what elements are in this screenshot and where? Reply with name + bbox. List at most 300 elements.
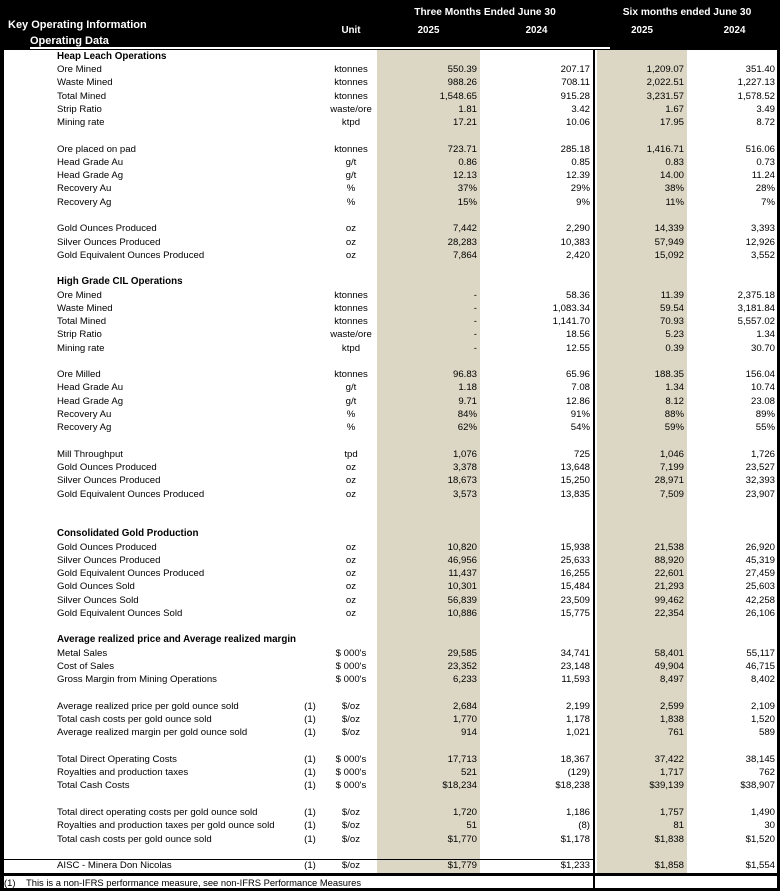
- row-label: Total direct operating costs per gold ounce sold: [57, 806, 258, 818]
- subtitle-underline: [30, 47, 610, 49]
- footnote-marker: (1): [304, 860, 316, 872]
- row-label: Waste Mined: [57, 302, 113, 314]
- value-q2-2024: 11,593: [561, 674, 590, 686]
- table-row: [0, 103, 780, 116]
- unit-cell: $ 000's: [335, 674, 367, 686]
- value-q2-2024: 34,741: [560, 647, 590, 659]
- unit-cell: oz: [345, 541, 357, 553]
- unit-cell: g/t: [345, 156, 357, 168]
- unit-cell: $/oz: [341, 833, 361, 845]
- value-q2-2025: $18,234: [442, 780, 477, 792]
- row-label: Ore Mined: [57, 289, 102, 301]
- spacer-row: [0, 501, 780, 514]
- row-label: Heap Leach Operations: [57, 50, 167, 62]
- value-q2-2025: 9.71: [458, 395, 477, 407]
- value-q2-2025: 15%: [457, 196, 477, 208]
- value-h1-2025: 2,022.51: [646, 77, 684, 89]
- table-row: [0, 116, 780, 129]
- value-h1-2025: 14,339: [654, 223, 684, 235]
- row-label: Gold Equivalent Ounces Produced: [57, 249, 205, 261]
- value-q2-2024: 9%: [576, 196, 590, 208]
- row-label: Total Cash Costs: [57, 780, 130, 792]
- value-h1-2024: 30.70: [750, 342, 775, 354]
- value-h1-2024: 23,907: [745, 488, 775, 500]
- value-h1-2024: 3,552: [750, 249, 775, 261]
- spacer-row: [0, 793, 780, 806]
- value-h1-2025: $1,858: [654, 860, 684, 872]
- value-h1-2025: 1,416.71: [646, 143, 684, 155]
- value-h1-2024: 46,715: [745, 661, 775, 673]
- row-label: Cost of Sales: [57, 661, 115, 673]
- row-label: Gold Equivalent Ounces Produced: [57, 488, 205, 500]
- period-divider-line: [593, 50, 595, 888]
- value-q2-2024: 2,199: [565, 700, 590, 712]
- column-group-three-months: Three Months Ended June 30: [414, 7, 556, 18]
- value-h1-2025: 22,354: [654, 607, 684, 619]
- table-row: [0, 395, 780, 408]
- value-h1-2025: $39,139: [649, 780, 684, 792]
- column-header-year: 2025: [417, 25, 440, 36]
- value-h1-2025: $1,838: [654, 833, 684, 845]
- row-label: Mining rate: [57, 117, 105, 129]
- column-header-year: 2025: [631, 25, 653, 36]
- table-body: [0, 50, 780, 873]
- value-q2-2025: 62%: [457, 422, 477, 434]
- section-header-row: [0, 50, 780, 63]
- value-q2-2024: 1,178: [565, 714, 590, 726]
- table-row: [0, 581, 780, 594]
- unit-cell: g/t: [345, 395, 357, 407]
- value-q2-2025: 550.39: [447, 64, 477, 76]
- value-h1-2024: 1,726: [750, 448, 775, 460]
- table-row: [0, 673, 780, 686]
- spacer-row: [0, 209, 780, 222]
- table-row: [0, 833, 780, 846]
- value-q2-2024: 91%: [570, 409, 590, 420]
- value-q2-2024: 12.86: [565, 395, 590, 407]
- value-h1-2024: $1,554: [745, 860, 775, 872]
- value-h1-2025: 38%: [664, 183, 684, 195]
- row-label: Average realized price and Average realized margin: [57, 634, 297, 646]
- value-q2-2024: 29%: [570, 183, 590, 195]
- value-h1-2025: 5.23: [665, 329, 684, 341]
- value-q2-2024: 1,083.34: [552, 302, 590, 314]
- row-label: Recovery Au: [57, 409, 112, 420]
- footnote-marker: (1): [304, 727, 316, 739]
- value-h1-2025: 99,462: [654, 594, 684, 606]
- row-label: Gold Equivalent Ounces Sold: [57, 607, 183, 619]
- value-h1-2024: 8,402: [750, 674, 775, 686]
- value-q2-2025: 23,352: [447, 661, 477, 673]
- row-label: Gold Ounces Produced: [57, 541, 157, 553]
- value-h1-2024: 1.34: [756, 329, 775, 341]
- table-row: [0, 713, 780, 726]
- table-row: [0, 806, 780, 819]
- unit-cell: oz: [345, 475, 357, 487]
- row-label: Average realized price per gold ounce sold: [57, 700, 239, 712]
- value-h1-2024: $38,907: [740, 780, 775, 792]
- value-h1-2025: 1,838: [659, 714, 684, 726]
- value-h1-2025: 1,757: [659, 806, 684, 818]
- value-h1-2025: 8,497: [659, 674, 684, 686]
- value-h1-2024: 26,920: [745, 541, 775, 553]
- value-q2-2025: 28,283: [447, 236, 477, 248]
- value-q2-2025: 46,956: [447, 554, 477, 566]
- table-row: [0, 196, 780, 209]
- row-label: Ore placed on pad: [57, 143, 136, 155]
- value-q2-2025: -: [473, 316, 477, 328]
- value-h1-2024: 42,258: [745, 594, 775, 606]
- value-h1-2025: 22,601: [654, 568, 684, 580]
- value-q2-2025: 1,770: [452, 714, 477, 726]
- footnote-text: This is a non-IFRS performance measure, see non-IFRS Performance Measures: [26, 876, 362, 888]
- value-q2-2024: 65.96: [565, 369, 590, 381]
- value-h1-2024: 1,520: [750, 714, 775, 726]
- column-header-unit: Unit: [341, 25, 361, 36]
- table-header: [0, 0, 780, 50]
- value-h1-2025: 58,401: [654, 647, 684, 659]
- value-q2-2024: 54%: [570, 422, 590, 434]
- table-row: [0, 607, 780, 620]
- value-h1-2024: 30: [764, 820, 775, 832]
- value-h1-2024: $1,520: [745, 833, 775, 845]
- value-q2-2025: 521: [460, 767, 477, 779]
- unit-cell: $ 000's: [335, 767, 367, 779]
- value-h1-2024: 351.40: [745, 64, 775, 76]
- row-label: Recovery Ag: [57, 196, 112, 208]
- row-label: Metal Sales: [57, 647, 108, 659]
- table-row: [0, 448, 780, 461]
- value-q2-2025: 1.18: [458, 382, 477, 394]
- value-h1-2024: 27,459: [745, 568, 775, 580]
- value-h1-2025: 761: [667, 727, 684, 739]
- value-q2-2025: 10,820: [447, 541, 477, 553]
- value-h1-2025: 21,538: [654, 541, 684, 553]
- unit-cell: oz: [345, 607, 357, 619]
- unit-cell: %: [346, 183, 356, 195]
- table-row: [0, 554, 780, 567]
- value-h1-2025: 59%: [664, 422, 684, 434]
- table-row: [0, 475, 780, 488]
- row-label: Recovery Ag: [57, 422, 112, 434]
- value-q2-2024: 207.17: [560, 64, 590, 76]
- value-q2-2025: 17.21: [452, 117, 477, 129]
- value-q2-2024: 2,290: [565, 223, 590, 235]
- spacer-row: [0, 687, 780, 700]
- value-h1-2025: 1.34: [665, 382, 684, 394]
- unit-cell: oz: [345, 249, 357, 261]
- value-h1-2024: 3,181.84: [737, 302, 775, 314]
- table-row: [0, 368, 780, 381]
- value-q2-2025: 10,886: [447, 607, 477, 619]
- aisc-top-rule: [0, 859, 595, 860]
- value-q2-2024: $1,233: [560, 860, 590, 872]
- value-h1-2025: 8.12: [665, 395, 684, 407]
- table-row: [0, 156, 780, 169]
- table-row: [0, 90, 780, 103]
- value-h1-2024: 5,557.02: [737, 316, 775, 328]
- value-h1-2024: 3.49: [756, 103, 775, 115]
- value-q2-2025: 3,573: [452, 488, 477, 500]
- value-q2-2025: 51: [466, 820, 477, 832]
- unit-cell: ktonnes: [334, 64, 368, 76]
- value-q2-2025: $1,779: [447, 860, 477, 872]
- table-row: [0, 780, 780, 793]
- value-q2-2025: 1,720: [452, 806, 477, 818]
- footnote-marker: (1): [304, 820, 316, 832]
- value-q2-2024: 12.39: [565, 170, 590, 182]
- value-h1-2025: 17.95: [659, 117, 684, 129]
- column-group-six-months: Six months ended June 30: [622, 7, 752, 18]
- spacer-row: [0, 620, 780, 633]
- value-h1-2024: 23,527: [745, 462, 775, 474]
- unit-cell: ktonnes: [334, 289, 368, 301]
- value-h1-2024: 32,393: [745, 475, 775, 487]
- column-header-year: 2024: [723, 25, 746, 36]
- value-h1-2025: 1.67: [665, 103, 684, 115]
- spacer-row: [0, 514, 780, 527]
- unit-cell: ktonnes: [334, 77, 368, 89]
- value-q2-2024: 15,250: [560, 475, 590, 487]
- footnote-marker: (1): [304, 780, 316, 792]
- row-label: Gold Ounces Sold: [57, 581, 135, 593]
- value-q2-2025: 1,076: [452, 448, 477, 460]
- table-row: [0, 342, 780, 355]
- value-h1-2024: 55%: [755, 422, 775, 434]
- value-h1-2024: 0.73: [756, 156, 775, 168]
- unit-cell: waste/ore: [330, 329, 372, 341]
- unit-cell: %: [346, 196, 356, 208]
- value-h1-2025: 3,231.57: [646, 90, 684, 102]
- value-q2-2025: 29,585: [447, 647, 477, 659]
- unit-cell: $/oz: [341, 806, 361, 818]
- value-q2-2024: 1,021: [565, 727, 590, 739]
- value-h1-2025: 37,422: [654, 753, 684, 765]
- value-h1-2025: 28,971: [654, 475, 684, 487]
- value-q2-2025: 1.81: [458, 103, 477, 115]
- value-h1-2024: 89%: [755, 409, 775, 420]
- value-q2-2024: 15,938: [560, 541, 590, 553]
- table-row: [0, 660, 780, 673]
- unit-cell: ktonnes: [334, 369, 368, 381]
- unit-cell: $/oz: [341, 860, 361, 872]
- table-row: [0, 382, 780, 395]
- value-h1-2025: 1,717: [659, 767, 684, 779]
- unit-cell: $ 000's: [335, 780, 367, 792]
- value-q2-2024: 25,633: [560, 554, 590, 566]
- row-label: Mining rate: [57, 342, 105, 354]
- unit-cell: g/t: [345, 170, 357, 182]
- section-header-row: [0, 634, 780, 647]
- value-q2-2024: (129): [567, 767, 590, 779]
- unit-cell: oz: [345, 223, 357, 235]
- row-label: Gross Margin from Mining Operations: [57, 674, 217, 686]
- value-h1-2025: 1,046: [659, 448, 684, 460]
- unit-cell: $ 000's: [335, 661, 367, 673]
- value-h1-2024: 3,393: [750, 223, 775, 235]
- table-row: [0, 408, 780, 421]
- value-q2-2024: 13,648: [560, 462, 590, 474]
- spacer-row: [0, 355, 780, 368]
- value-q2-2025: 10,301: [447, 581, 477, 593]
- unit-cell: ktonnes: [334, 143, 368, 155]
- footnote-marker: (1): [304, 833, 316, 845]
- unit-cell: $/oz: [341, 820, 361, 832]
- value-q2-2025: 84%: [457, 409, 477, 420]
- row-label: Total Direct Operating Costs: [57, 753, 177, 765]
- value-q2-2024: 708.11: [561, 77, 590, 89]
- table-row: [0, 819, 780, 832]
- value-h1-2024: 55,117: [746, 647, 775, 659]
- value-h1-2025: 81: [673, 820, 684, 832]
- unit-cell: ktonnes: [334, 302, 368, 314]
- unit-cell: ktpd: [341, 342, 361, 354]
- table-row: [0, 143, 780, 156]
- unit-cell: $/oz: [341, 700, 361, 712]
- value-q2-2024: 0.85: [571, 156, 590, 168]
- table-row: [0, 700, 780, 713]
- unit-cell: %: [346, 409, 356, 420]
- value-h1-2024: 7%: [761, 196, 775, 208]
- value-q2-2025: -: [473, 329, 477, 341]
- table-row: [0, 488, 780, 501]
- row-label: Mill Throughput: [57, 448, 123, 460]
- value-q2-2024: 7.08: [571, 382, 590, 394]
- spacer-row: [0, 435, 780, 448]
- value-q2-2025: 7,864: [452, 249, 477, 261]
- row-label: Head Grade Ag: [57, 170, 124, 182]
- value-q2-2024: (8): [578, 820, 590, 832]
- row-label: AISC - Minera Don Nicolas: [57, 860, 172, 872]
- row-label: Royalties and production taxes per gold ounce sold: [57, 820, 275, 832]
- value-q2-2024: 58.36: [565, 289, 590, 301]
- unit-cell: ktonnes: [334, 90, 368, 102]
- value-q2-2025: 7,442: [452, 223, 477, 235]
- value-h1-2025: 88%: [664, 409, 684, 420]
- table-row: [0, 249, 780, 262]
- value-q2-2025: 0.86: [458, 156, 477, 168]
- spacer-row: [0, 740, 780, 753]
- value-q2-2025: 56,839: [447, 594, 477, 606]
- value-q2-2024: 15,484: [560, 581, 590, 593]
- value-q2-2025: 914: [460, 727, 477, 739]
- value-h1-2025: 49,904: [654, 661, 684, 673]
- value-q2-2025: 11,437: [448, 568, 477, 580]
- unit-cell: $ 000's: [335, 647, 367, 659]
- row-label: Silver Ounces Sold: [57, 594, 139, 606]
- unit-cell: oz: [345, 462, 357, 474]
- unit-cell: oz: [345, 594, 357, 606]
- page-title: Key Operating Information: [8, 19, 147, 31]
- page-subtitle: Operating Data: [30, 35, 109, 47]
- row-label: Head Grade Ag: [57, 395, 124, 407]
- table-row: [0, 169, 780, 182]
- value-h1-2025: 57,949: [654, 236, 684, 248]
- unit-cell: oz: [345, 568, 357, 580]
- spacer-row: [0, 262, 780, 275]
- value-q2-2024: 23,148: [560, 661, 590, 673]
- row-label: Waste Mined: [57, 77, 113, 89]
- value-q2-2024: 3.42: [571, 103, 590, 115]
- table-row: [0, 594, 780, 607]
- value-h1-2024: 8.72: [756, 117, 775, 129]
- footnote-ref: (1): [4, 876, 16, 888]
- unit-cell: %: [346, 422, 356, 434]
- row-label: Gold Ounces Produced: [57, 223, 157, 235]
- value-h1-2025: 1,209.07: [646, 64, 684, 76]
- row-label: Consolidated Gold Production: [57, 528, 199, 540]
- left-border: [0, 0, 4, 891]
- value-h1-2024: 156.04: [745, 369, 775, 381]
- table-row: [0, 315, 780, 328]
- row-label: Gold Equivalent Ounces Produced: [57, 568, 205, 580]
- value-h1-2024: 11.24: [751, 170, 775, 182]
- row-label: Strip Ratio: [57, 103, 102, 115]
- value-h1-2024: 23.08: [750, 395, 775, 407]
- value-h1-2025: 14.00: [659, 170, 684, 182]
- footnote-marker: (1): [304, 767, 316, 779]
- table-row: [0, 461, 780, 474]
- row-label: Head Grade Au: [57, 382, 124, 394]
- value-q2-2024: 725: [573, 448, 590, 460]
- value-q2-2024: 13,835: [560, 488, 590, 500]
- footnote-row: [0, 876, 780, 888]
- value-h1-2025: 7,509: [659, 488, 684, 500]
- table-row: [0, 541, 780, 554]
- value-q2-2024: 1,186: [565, 806, 590, 818]
- value-h1-2024: 1,578.52: [737, 90, 775, 102]
- table-row: [0, 77, 780, 90]
- value-h1-2024: 2,375.18: [737, 289, 775, 301]
- value-h1-2024: 26,106: [745, 607, 775, 619]
- table-row: [0, 289, 780, 302]
- table-row: [0, 183, 780, 196]
- value-h1-2025: 21,293: [654, 581, 684, 593]
- table-row: [0, 302, 780, 315]
- table-row: [0, 859, 780, 872]
- row-label: Total Mined: [57, 316, 107, 328]
- value-q2-2025: 1,548.65: [439, 90, 477, 102]
- row-label: Total cash costs per gold ounce sold: [57, 833, 212, 845]
- spacer-row: [0, 846, 780, 859]
- value-h1-2025: 15,092: [654, 249, 684, 261]
- section-header-row: [0, 276, 780, 289]
- unit-cell: oz: [345, 581, 357, 593]
- row-label: Silver Ounces Produced: [57, 475, 161, 487]
- unit-cell: oz: [345, 236, 357, 248]
- footnote-marker: (1): [304, 806, 316, 818]
- value-q2-2025: -: [473, 289, 477, 301]
- value-q2-2024: 12.55: [565, 342, 590, 354]
- row-label: Strip Ratio: [57, 329, 102, 341]
- row-label: Silver Ounces Produced: [57, 236, 161, 248]
- value-q2-2025: 723.71: [447, 143, 477, 155]
- table-row: [0, 222, 780, 235]
- value-h1-2024: 1,490: [750, 806, 775, 818]
- value-h1-2025: 11.39: [660, 289, 684, 301]
- value-h1-2024: 1,227.13: [737, 77, 775, 89]
- value-q2-2024: 10,383: [560, 236, 590, 248]
- spacer-row: [0, 130, 780, 143]
- value-q2-2025: 37%: [457, 183, 477, 195]
- footnote-marker: (1): [304, 753, 316, 765]
- row-label: Royalties and production taxes: [57, 767, 189, 779]
- value-h1-2025: 0.83: [665, 156, 684, 168]
- value-q2-2024: 15,775: [560, 607, 590, 619]
- unit-cell: ktonnes: [334, 316, 368, 328]
- value-q2-2024: $1,178: [560, 833, 590, 845]
- unit-cell: oz: [345, 554, 357, 566]
